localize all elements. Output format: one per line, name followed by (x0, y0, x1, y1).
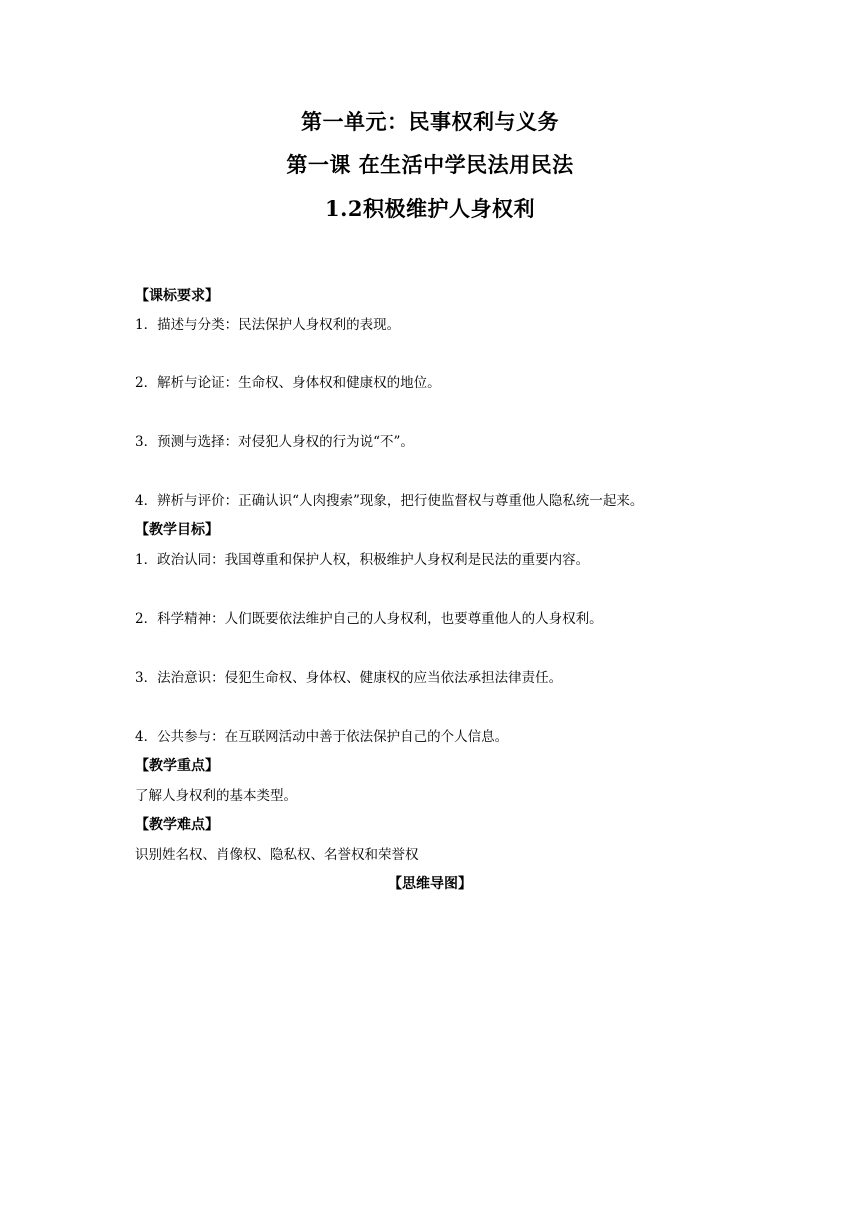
goal-item: 4．公共参与：在互联网活动中善于依法保护自己的个人信息。 (135, 729, 509, 745)
unit-title: 第一单元：民事权利与义务 (301, 109, 559, 134)
difficulties-heading: 【教学难点】 (135, 817, 219, 833)
difficulties-text: 识别姓名权、肖像权、隐私权、名誉权和荣誉权 (135, 847, 419, 863)
key-points-heading: 【教学重点】 (135, 758, 219, 774)
goal-item: 3．法治意识：侵犯生命权、身体权、健康权的应当依法承担法律责任。 (135, 670, 563, 686)
curriculum-heading: 【课标要求】 (135, 288, 219, 304)
mind-map-heading: 【思维导图】 (388, 876, 472, 892)
goal-item: 1．政治认同：我国尊重和保护人权，积极维护人身权利是民法的重要内容。 (135, 552, 590, 568)
curriculum-item: 3．预测与选择：对侵犯人身权的行为说“不”。 (135, 434, 414, 450)
key-points-text: 了解人身权利的基本类型。 (135, 788, 297, 804)
section-title: 1.2积极维护人身权利 (324, 196, 536, 221)
curriculum-item: 4．辨析与评价：正确认识“人肉搜索”现象，把行使监督权与尊重他人隐私统一起来。 (135, 493, 644, 509)
curriculum-item: 2．解析与论证：生命权、身体权和健康权的地位。 (135, 375, 441, 391)
goals-heading: 【教学目标】 (135, 522, 219, 538)
goal-item: 2．科学精神：人们既要依法维护自己的人身权利，也要尊重他人的人身权利。 (135, 611, 603, 627)
curriculum-item: 1．描述与分类：民法保护人身权利的表现。 (135, 317, 401, 333)
lesson-title: 第一课 在生活中学民法用民法 (286, 152, 574, 177)
